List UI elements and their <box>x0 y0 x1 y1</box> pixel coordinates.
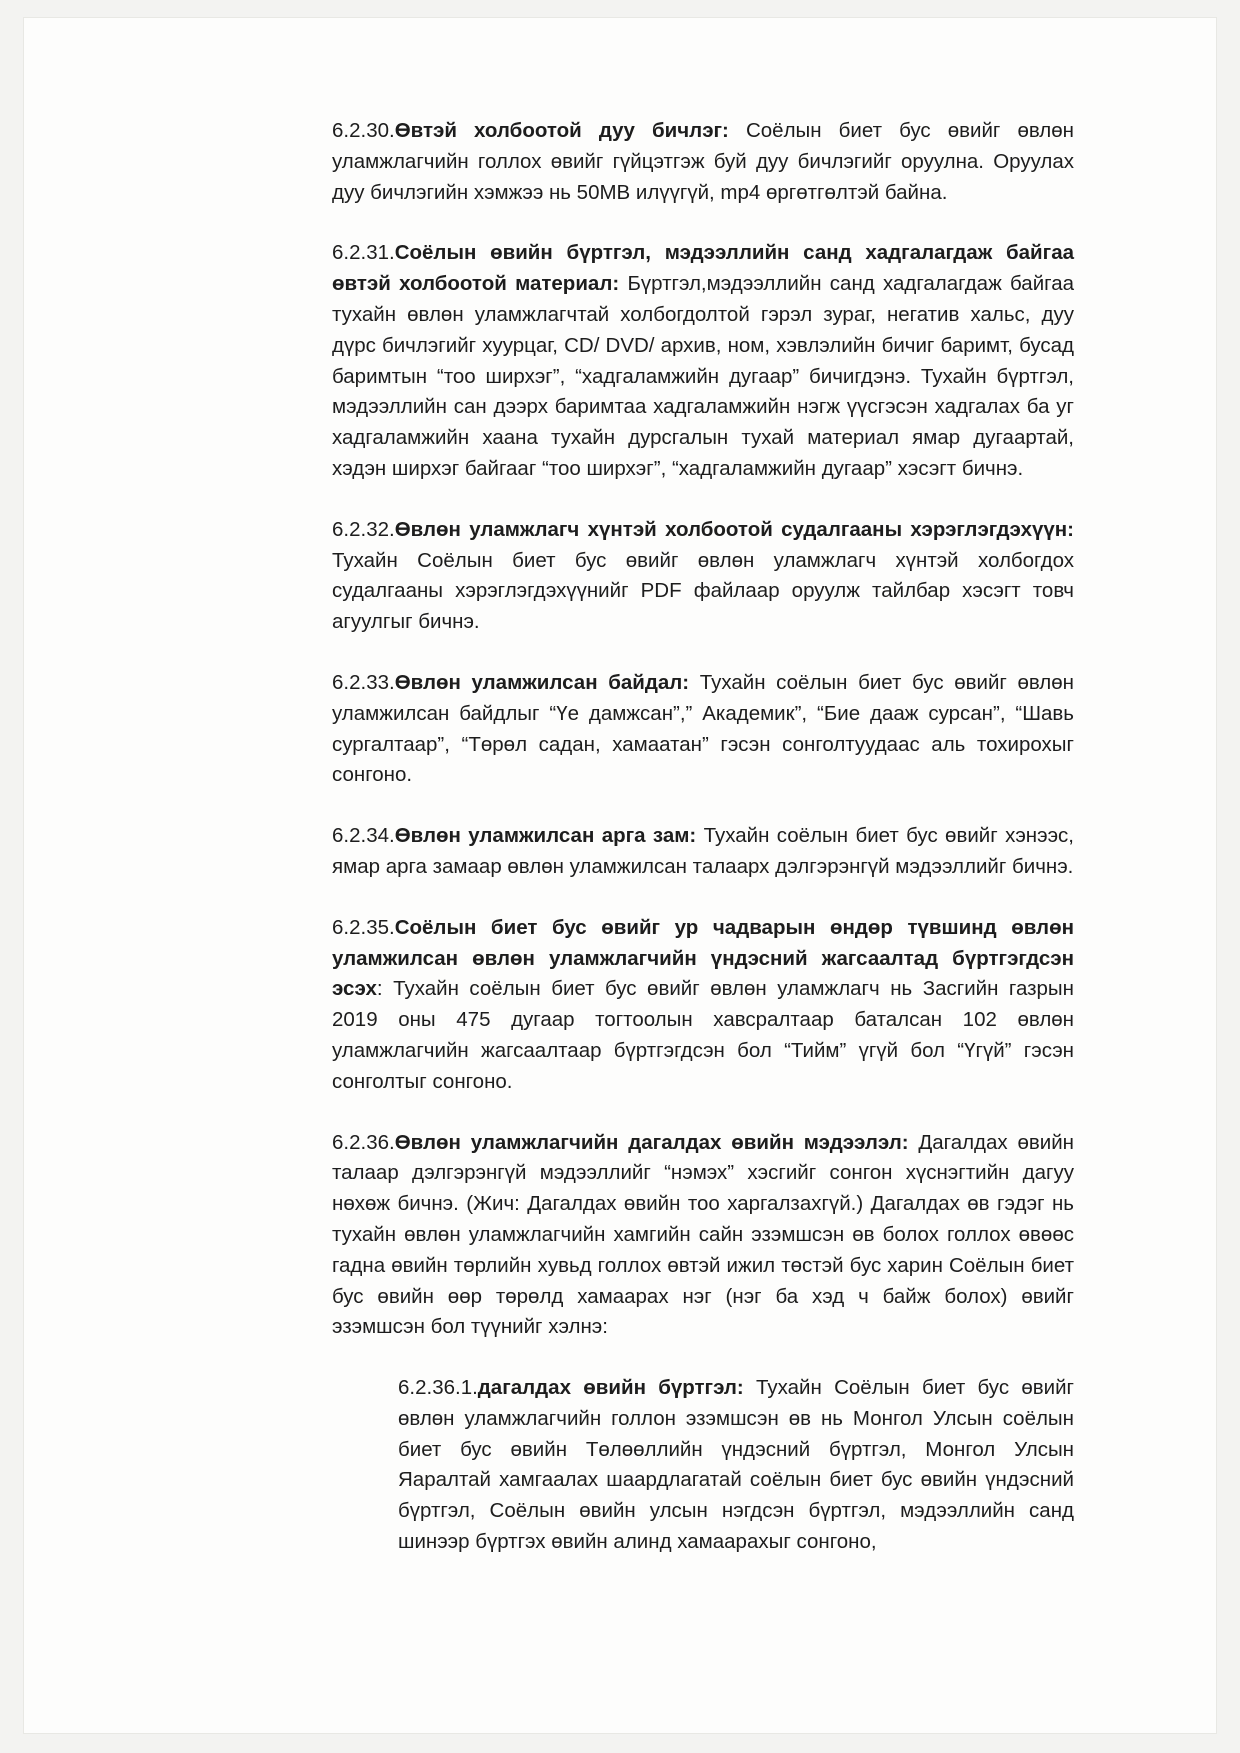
section-6-2-36 <box>332 1128 1074 1344</box>
section-6-2-32 <box>332 515 1074 638</box>
subsection-title: дагалдах өвийн бүртгэл: <box>477 1376 744 1400</box>
document-body <box>332 116 1074 1588</box>
section-body: Соёлын биет бус өвийг өвлөн уламжлагчийн голлох өвийг гүйцэтгэж буй дуу бичлэгийг оруулна. Оруулах дуу бичлэгийн хэмжээ нь 50MB илүүгүй, mp4 өргөтгөлтэй байна. <box>332 119 1074 204</box>
section-body: Тухайн Соёлын биет бус өвийг өвлөн уламжлагч хүнтэй холбогдох судалгааны хэрэглэгдэхүүнийг PDF файлаар оруулж тайлбар хэсэгт товч агуулгыг бичнэ. <box>332 548 1074 634</box>
section-6-2-36-1 <box>398 1373 1074 1558</box>
section-body: : Тухайн соёлын биет бус өвийг өвлөн уламжлагч нь Засгийн газрын 2019 оны 475 дугаар тогтоолын хавсралтаар баталсан 102 өвлөн уламжлагчийн жагсаалтаар бүртгэгдсэн бол “Тийм” үгүй бол “Үгүй” гэсэн сонголтыг сонгоно. <box>332 977 1074 1093</box>
section-number: 6.2.34. <box>332 824 395 848</box>
section-title: Соёлын биет бус өвийг ур чадварын өндөр түвшинд өвлөн уламжилсан өвлөн уламжлагчийн үндэсний жагсаалтад бүртгэгдсэн эсэх <box>332 915 1074 1001</box>
section-title: Өвлөн уламжлагч хүнтэй холбоотой судалгааны хэрэглэгдэхүүн: <box>394 517 1074 541</box>
subsection-body: Тухайн Соёлын биет бус өвийг өвлөн уламжлагчийн голлон эзэмшсэн өв нь Монгол Улсын соёлын биет бус өвийн Төлөөллийн үндэсний бүртгэл, Монгол Улсын Яаралтай хамгаалах шаардлагатай соёлын биет бус өвийн үндэсний бүртгэл, Соёлын өвийн улсын нэгдсэн бүртгэл, мэдээллийн санд шинээр бүртгэх өвийн алинд хамаарахыг сонгоно, <box>398 1376 1074 1554</box>
section-6-2-33 <box>332 668 1074 791</box>
section-6-2-35 <box>332 913 1074 1098</box>
document-page <box>24 18 1216 1733</box>
section-title: Өвлөн уламжлагчийн дагалдах өвийн мэдээлэл: <box>394 1130 909 1154</box>
section-6-2-30 <box>332 116 1074 208</box>
section-body: Тухайн соёлын биет бус өвийг өвлөн уламжилсан байдлыг “Үе дамжсан”,” Академик”, “Бие дааж сурсан”, “Шавь сургалтаар”, “Төрөл садан, хамаатан” гэсэн сонголтуудаас аль тохирохыг сонгоно. <box>332 670 1074 787</box>
section-title: Өвлөн уламжилсан арга зам: <box>394 824 697 848</box>
section-number: 6.2.33. <box>332 670 395 694</box>
section-number: 6.2.32. <box>332 517 395 541</box>
section-number: 6.2.30. <box>332 119 395 142</box>
section-title: Өвтэй холбоотой дуу бичлэг: <box>394 119 729 142</box>
section-6-2-34 <box>332 821 1074 883</box>
section-number: 6.2.35. <box>332 915 395 939</box>
section-body: Бүртгэл,мэдээллийн санд хадгалагдаж байгаа тухайн өвлөн уламжлагчтай холбогдолтой гэрэл зураг, негатив хальс, дуу дүрс бичлэгийг хуурцаг, CD/ DVD/ архив, ном, хэвлэлийн бичиг баримт, бусад баримтын “тоо ширхэг”, “хадгаламжийн дугаар” бичигдэнэ. Тухайн бүртгэл, мэдээллийн сан дээрх баримтаа хадгаламжийн нэгж үүсгэсэн хадгалах ба уг хадгаламжийн хаана тухайн дурсгалын тухай материал ямар дугаартай, хэдэн ширхэг байгааг “тоо ширхэг”, “хадгаламжийн дугаар” хэсэгт бичнэ. <box>332 272 1074 480</box>
section-title: Өвлөн уламжилсан байдал: <box>394 670 690 694</box>
section-number: 6.2.31. <box>332 241 395 265</box>
section-body: Дагалдах өвийн талаар дэлгэрэнгүй мэдээллийг “нэмэх” хэсгийг сонгон хүснэгтийн дагуу нөхөж бичнэ. (Жич: Дагалдах өвийн тоо харгалзахгүй.) Дагалдах өв гэдэг нь тухайн өвлөн уламжлагчийн хамгийн сайн эзэмшсэн өв болох голлох өвөөс гадна өвийн төрлийн хувьд голлох өвтэй ижил төстэй бус харин Соёлын биет бус өвийн өөр төрөлд хамаарах нэг (нэг ба хэд ч байж болох) өвийг эзэмшсэн бол түүнийг хэлнэ: <box>332 1130 1074 1339</box>
subsection-number: 6.2.36.1. <box>398 1376 478 1400</box>
section-body: Тухайн соёлын биет бус өвийг хэнээс, ямар арга замаар өвлөн уламжилсан талаарх дэлгэрэнгүй мэдээллийг бичнэ. <box>332 824 1074 878</box>
section-number: 6.2.36. <box>332 1130 395 1154</box>
section-6-2-31 <box>332 238 1074 484</box>
section-title: Соёлын өвийн бүртгэл, мэдээллийн санд хадгалагдаж байгаа өвтэй холбоотой материал: <box>332 241 1074 296</box>
